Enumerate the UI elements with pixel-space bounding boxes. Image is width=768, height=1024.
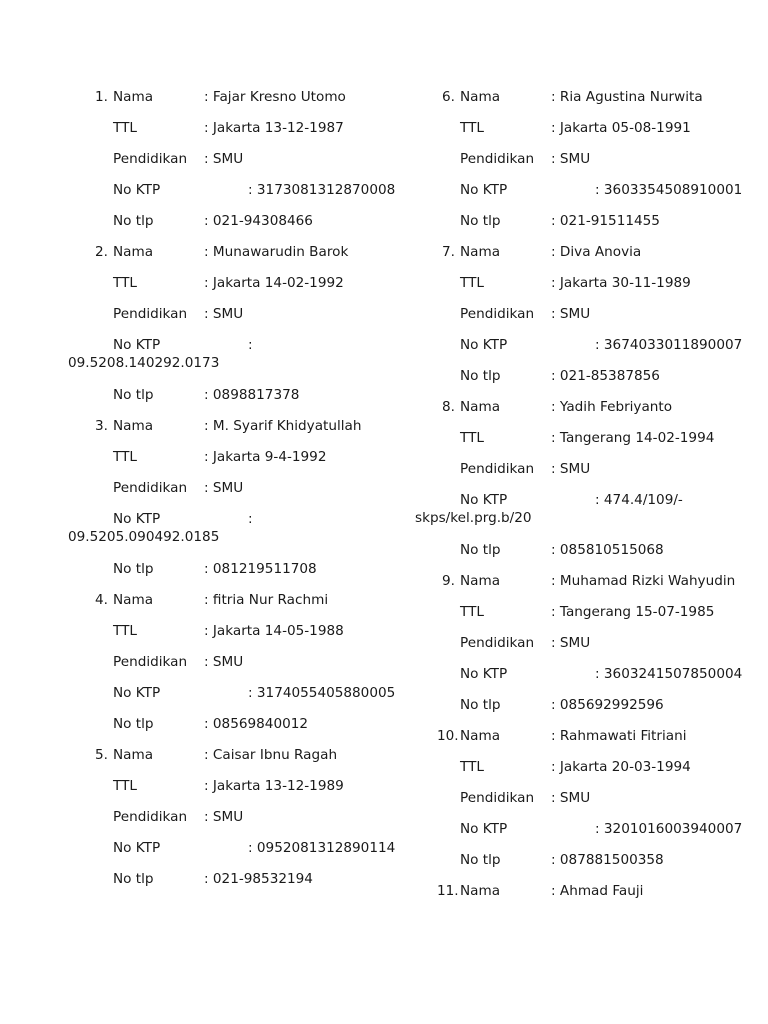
entry-tlp [68,713,408,744]
label-ttl: TTL [460,759,484,775]
value-ktp: : 3603241507850004 [595,666,743,682]
entry-ktp [68,334,408,384]
label-ktp: No KTP [113,685,161,701]
entry-number: 4. [95,592,108,608]
value-ttl: : Jakarta 14-05-1988 [204,623,344,639]
value-ktp-wrapped: skps/kel.prg.b/20 [415,510,532,526]
entry-nama [415,396,755,427]
entry-nama [415,880,755,911]
label-nama: Nama [460,89,501,105]
label-ttl: TTL [113,120,137,136]
value-tlp: : 081219511708 [204,561,317,577]
label-ktp: No KTP [460,492,508,508]
entry-tlp [415,849,755,880]
right-column [415,86,755,911]
label-ttl: TTL [460,275,484,291]
label-pendidikan: Pendidikan [113,809,188,825]
value-nama: : Yadih Febriyanto [551,399,673,415]
entry-tlp [415,365,755,396]
entry-number: 2. [95,244,108,260]
entry-ktp [68,508,408,558]
entry-pendidikan [68,148,408,179]
label-ttl: TTL [113,623,137,639]
value-tlp: : 021-98532194 [204,871,313,887]
entry-pendidikan [415,632,755,663]
entry-pendidikan [415,458,755,489]
entry-ttl [68,620,408,651]
label-nama: Nama [113,418,154,434]
entry-ttl [68,775,408,806]
label-nama: Nama [113,592,154,608]
value-ktp: : 0952081312890114 [248,840,396,856]
entry-nama [415,570,755,601]
value-ttl: : Jakarta 13-12-1987 [204,120,344,136]
entry-number: 11. [437,883,459,899]
label-tlp: No tlp [113,561,154,577]
value-nama: : M. Syarif Khidyatullah [204,418,362,434]
value-pendidikan: : SMU [551,461,591,477]
label-ttl: TTL [113,275,137,291]
entry-tlp [68,868,408,899]
label-tlp: No tlp [113,716,154,732]
left-column [68,86,408,899]
value-pendidikan: : SMU [204,306,244,322]
entry-number: 8. [442,399,455,415]
label-pendidikan: Pendidikan [460,790,535,806]
entry-ttl [415,427,755,458]
entry-tlp [68,384,408,415]
entry-nama [415,241,755,272]
label-pendidikan: Pendidikan [113,480,188,496]
label-ttl: TTL [460,120,484,136]
entry-pendidikan [415,787,755,818]
label-pendidikan: Pendidikan [460,461,535,477]
value-pendidikan: : SMU [204,809,244,825]
entry-tlp [68,210,408,241]
entry-ttl [415,117,755,148]
entry-tlp [415,694,755,725]
entry-pendidikan [68,651,408,682]
label-ktp: No KTP [460,821,508,837]
value-ttl: : Jakarta 9-4-1992 [204,449,327,465]
value-ttl: : Jakarta 14-02-1992 [204,275,344,291]
value-nama: : Diva Anovia [551,244,642,260]
value-ktp-wrapped: 09.5208.140292.0173 [68,355,220,371]
value-ttl: : Jakarta 13-12-1989 [204,778,344,794]
entry-number: 7. [442,244,455,260]
entry-nama [68,86,408,117]
value-tlp: : 021-91511455 [551,213,660,229]
label-ktp: No KTP [113,337,161,353]
entry-tlp [68,558,408,589]
entry-number: 6. [442,89,455,105]
value-nama: : Fajar Kresno Utomo [204,89,346,105]
label-pendidikan: Pendidikan [113,306,188,322]
entry-pendidikan [68,806,408,837]
value-nama: : fitria Nur Rachmi [204,592,329,608]
value-ttl: : Jakarta 20-03-1994 [551,759,691,775]
label-ktp: No KTP [113,840,161,856]
value-ktp: : [248,511,253,527]
entry-nama [68,415,408,446]
entry-ktp [415,663,755,694]
label-tlp: No tlp [460,852,501,868]
value-ttl: : Jakarta 30-11-1989 [551,275,691,291]
label-nama: Nama [113,244,154,260]
label-ktp: No KTP [113,511,161,527]
value-ktp: : 3173081312870008 [248,182,396,198]
value-ktp: : 3674033011890007 [595,337,743,353]
value-tlp: : 021-85387856 [551,368,660,384]
label-ttl: TTL [460,430,484,446]
label-ttl: TTL [113,778,137,794]
label-ktp: No KTP [460,182,508,198]
value-pendidikan: : SMU [204,480,244,496]
entry-ktp [415,818,755,849]
entry-nama [68,589,408,620]
label-nama: Nama [460,244,501,260]
entry-ttl [415,756,755,787]
label-tlp: No tlp [113,213,154,229]
entry-nama [415,725,755,756]
value-nama: : Caisar Ibnu Ragah [204,747,338,763]
value-tlp: : 021-94308466 [204,213,313,229]
label-tlp: No tlp [460,697,501,713]
entry-tlp [415,539,755,570]
entry-nama [68,241,408,272]
entry-ttl [68,272,408,303]
value-tlp: : 0898817378 [204,387,300,403]
entry-number: 1. [95,89,108,105]
value-pendidikan: : SMU [204,654,244,670]
label-tlp: No tlp [460,368,501,384]
value-ktp: : [248,337,253,353]
value-ktp: : 474.4/109/- [595,492,683,508]
entry-ktp [415,179,755,210]
value-tlp: : 085810515068 [551,542,664,558]
entry-nama [68,744,408,775]
value-ttl: : Jakarta 05-08-1991 [551,120,691,136]
value-nama: : Rahmawati Fitriani [551,728,687,744]
label-nama: Nama [113,747,154,763]
label-tlp: No tlp [113,387,154,403]
entry-number: 9. [442,573,455,589]
label-ttl: TTL [460,604,484,620]
value-ktp: : 3174055405880005 [248,685,396,701]
label-nama: Nama [460,883,501,899]
value-ktp: : 3603354508910001 [595,182,743,198]
label-tlp: No tlp [113,871,154,887]
value-pendidikan: : SMU [551,635,591,651]
entry-ktp [68,179,408,210]
value-pendidikan: : SMU [551,790,591,806]
entry-number: 10. [437,728,459,744]
label-ktp: No KTP [113,182,161,198]
value-ttl: : Tangerang 14-02-1994 [551,430,715,446]
entry-ktp [68,682,408,713]
label-pendidikan: Pendidikan [460,306,535,322]
entry-ktp [415,334,755,365]
entry-ttl [68,117,408,148]
entry-pendidikan [415,303,755,334]
label-ktp: No KTP [460,337,508,353]
entry-ktp [415,489,755,539]
value-ktp-wrapped: 09.5205.090492.0185 [68,529,220,545]
value-pendidikan: : SMU [551,306,591,322]
value-nama: : Muhamad Rizki Wahyudin [551,573,736,589]
label-tlp: No tlp [460,213,501,229]
value-nama: : Ahmad Fauji [551,883,644,899]
entry-pendidikan [68,303,408,334]
label-ttl: TTL [113,449,137,465]
value-ttl: : Tangerang 15-07-1985 [551,604,715,620]
entry-ttl [415,601,755,632]
entry-ttl [68,446,408,477]
value-pendidikan: : SMU [551,151,591,167]
entry-pendidikan [68,477,408,508]
entry-number: 3. [95,418,108,434]
label-nama: Nama [460,573,501,589]
label-pendidikan: Pendidikan [460,635,535,651]
value-tlp: : 08569840012 [204,716,309,732]
value-tlp: : 085692992596 [551,697,664,713]
value-nama: : Ria Agustina Nurwita [551,89,703,105]
label-pendidikan: Pendidikan [113,151,188,167]
value-ktp: : 3201016003940007 [595,821,743,837]
label-pendidikan: Pendidikan [460,151,535,167]
entry-ttl [415,272,755,303]
entry-nama [415,86,755,117]
entry-number: 5. [95,747,108,763]
label-ktp: No KTP [460,666,508,682]
label-pendidikan: Pendidikan [113,654,188,670]
label-nama: Nama [460,728,501,744]
value-pendidikan: : SMU [204,151,244,167]
label-tlp: No tlp [460,542,501,558]
value-nama: : Munawarudin Barok [204,244,349,260]
label-nama: Nama [113,89,154,105]
entry-ktp [68,837,408,868]
label-nama: Nama [460,399,501,415]
value-tlp: : 087881500358 [551,852,664,868]
entry-pendidikan [415,148,755,179]
entry-tlp [415,210,755,241]
